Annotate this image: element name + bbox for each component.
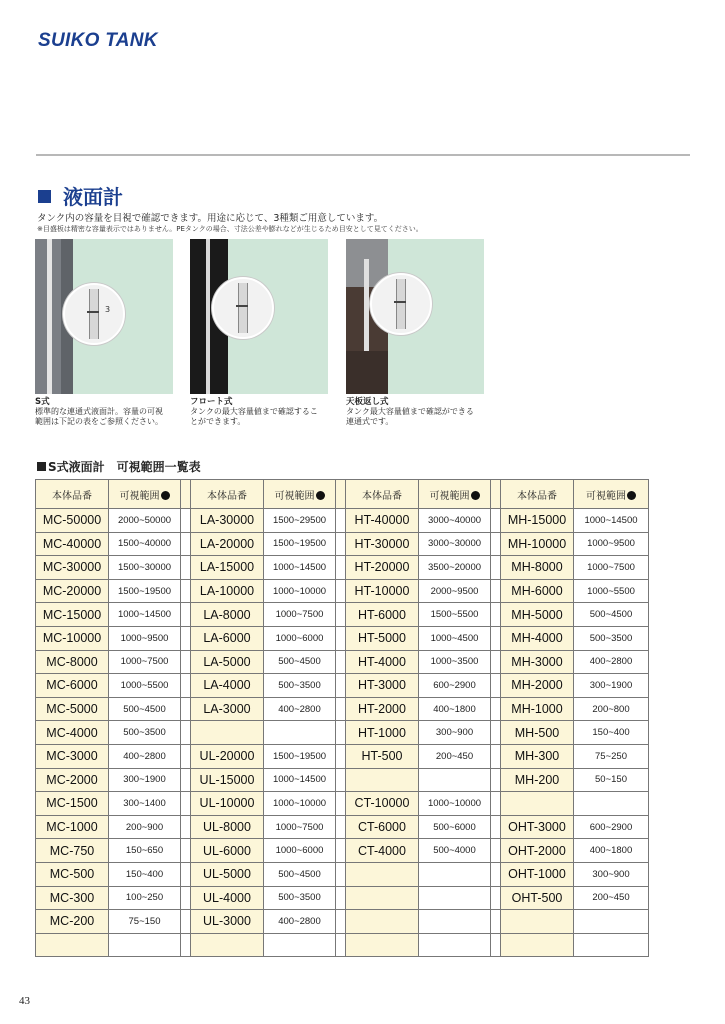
- header-range-label: 可視範囲: [274, 490, 315, 502]
- model-cell: [191, 721, 264, 745]
- filled-circle-icon: [471, 491, 480, 500]
- model-cell: UL-20000: [191, 744, 264, 768]
- column-gap: [181, 721, 191, 745]
- model-cell: LA-3000: [191, 697, 264, 721]
- model-cell: MC-4000: [36, 721, 109, 745]
- column-gap: [491, 933, 501, 957]
- range-cell: [419, 933, 491, 957]
- header-range: [264, 480, 336, 509]
- model-cell: MC-3000: [36, 744, 109, 768]
- column-gap: [491, 697, 501, 721]
- model-cell: CT-10000: [346, 792, 419, 816]
- range-cell: [264, 933, 336, 957]
- range-cell: 600~2900: [419, 674, 491, 698]
- range-cell: 1500~19500: [264, 532, 336, 556]
- range-cell: [419, 768, 491, 792]
- range-cell: 1000~7500: [264, 603, 336, 627]
- model-cell: MH-500: [501, 721, 574, 745]
- range-cell: 3500~20000: [419, 556, 491, 580]
- table-row: [36, 744, 649, 768]
- column-gap: [491, 839, 501, 863]
- range-cell: [574, 910, 649, 934]
- column-gap: [491, 626, 501, 650]
- range-cell: 1500~30000: [109, 556, 181, 580]
- model-cell: MC-15000: [36, 603, 109, 627]
- range-cell: [574, 933, 649, 957]
- model-cell: LA-4000: [191, 674, 264, 698]
- range-cell: 75~150: [109, 910, 181, 934]
- range-cell: 400~2800: [109, 744, 181, 768]
- header-model: 本体品番: [191, 480, 264, 509]
- model-cell: [501, 792, 574, 816]
- column-gap: [491, 509, 501, 533]
- model-cell: MH-300: [501, 744, 574, 768]
- range-cell: 1500~19500: [264, 744, 336, 768]
- column-gap: [491, 886, 501, 910]
- column-gap: [181, 509, 191, 533]
- model-cell: HT-2000: [346, 697, 419, 721]
- section-title-text: 液面計: [63, 185, 123, 209]
- range-cell: 1000~10000: [264, 579, 336, 603]
- range-cell: 500~3500: [264, 886, 336, 910]
- range-cell: 1000~5500: [109, 674, 181, 698]
- range-cell: 500~4000: [419, 839, 491, 863]
- range-cell: 150~400: [574, 721, 649, 745]
- model-cell: LA-5000: [191, 650, 264, 674]
- column-gap: [336, 556, 346, 580]
- range-cell: 1000~7500: [264, 815, 336, 839]
- column-gap: [336, 886, 346, 910]
- column-gap: [336, 674, 346, 698]
- column-gap: [336, 626, 346, 650]
- model-cell: MC-40000: [36, 532, 109, 556]
- model-cell: HT-10000: [346, 579, 419, 603]
- model-cell: UL-15000: [191, 768, 264, 792]
- table-header-row: [36, 480, 649, 509]
- model-cell: MC-500: [36, 862, 109, 886]
- range-cell: 1000~6000: [264, 626, 336, 650]
- table-row: [36, 839, 649, 863]
- model-cell: OHT-1000: [501, 862, 574, 886]
- table-row: [36, 509, 649, 533]
- range-cell: 1000~7500: [109, 650, 181, 674]
- model-cell: MH-1000: [501, 697, 574, 721]
- range-cell: 1000~9500: [109, 626, 181, 650]
- model-cell: UL-8000: [191, 815, 264, 839]
- range-cell: 300~900: [419, 721, 491, 745]
- range-cell: 1000~9500: [574, 532, 649, 556]
- column-gap: [336, 815, 346, 839]
- model-cell: MH-10000: [501, 532, 574, 556]
- range-cell: 1000~14500: [264, 768, 336, 792]
- caption-title: 天板返し式: [346, 397, 389, 407]
- column-gap: [491, 815, 501, 839]
- model-cell: MH-15000: [501, 509, 574, 533]
- table-row: [36, 792, 649, 816]
- model-cell: [501, 910, 574, 934]
- caption-text: 連通式です。: [346, 417, 394, 426]
- model-cell: LA-6000: [191, 626, 264, 650]
- column-gap: [181, 792, 191, 816]
- column-gap: [181, 532, 191, 556]
- range-cell: 500~4500: [264, 862, 336, 886]
- table-row: [36, 650, 649, 674]
- column-gap: [491, 556, 501, 580]
- range-cell: 1000~6000: [264, 839, 336, 863]
- column-gap: [181, 839, 191, 863]
- range-cell: 1000~14500: [574, 509, 649, 533]
- model-cell: HT-5000: [346, 626, 419, 650]
- column-gap: [336, 579, 346, 603]
- caption-title: フロート式: [190, 397, 233, 407]
- column-gap: [491, 532, 501, 556]
- range-cell: [419, 862, 491, 886]
- range-cell: 1000~10000: [264, 792, 336, 816]
- table-row: [36, 603, 649, 627]
- range-cell: 200~800: [574, 697, 649, 721]
- photo-float-type: [190, 239, 328, 394]
- table-row: [36, 556, 649, 580]
- range-cell: 1000~14500: [109, 603, 181, 627]
- column-gap: [181, 768, 191, 792]
- range-cell: 3000~40000: [419, 509, 491, 533]
- range-cell: 1000~7500: [574, 556, 649, 580]
- gauge-label: 3: [105, 305, 111, 314]
- range-cell: 300~900: [574, 862, 649, 886]
- range-cell: 1500~40000: [109, 532, 181, 556]
- table-row: [36, 910, 649, 934]
- model-cell: MC-1500: [36, 792, 109, 816]
- model-cell: MC-6000: [36, 674, 109, 698]
- column-gap: [336, 603, 346, 627]
- model-cell: UL-4000: [191, 886, 264, 910]
- range-cell: [109, 933, 181, 957]
- range-cell: 2000~50000: [109, 509, 181, 533]
- column-gap: [491, 744, 501, 768]
- table-row: [36, 697, 649, 721]
- model-cell: MC-2000: [36, 768, 109, 792]
- model-cell: MC-8000: [36, 650, 109, 674]
- model-cell: HT-4000: [346, 650, 419, 674]
- column-gap: [491, 579, 501, 603]
- model-cell: [346, 768, 419, 792]
- caption-float-type: [190, 397, 330, 427]
- model-cell: LA-10000: [191, 579, 264, 603]
- table-row: [36, 862, 649, 886]
- model-cell: HT-30000: [346, 532, 419, 556]
- caption-text: とができます。: [190, 417, 246, 426]
- range-cell: 400~2800: [264, 697, 336, 721]
- model-cell: CT-4000: [346, 839, 419, 863]
- model-cell: LA-20000: [191, 532, 264, 556]
- column-gap: [181, 626, 191, 650]
- column-gap: [336, 480, 346, 509]
- column-gap: [181, 556, 191, 580]
- column-gap: [181, 744, 191, 768]
- column-gap: [491, 650, 501, 674]
- model-cell: MH-2000: [501, 674, 574, 698]
- column-gap: [181, 674, 191, 698]
- model-cell: MC-5000: [36, 697, 109, 721]
- caption-text: タンク最大容量値まで確認ができる: [346, 407, 474, 416]
- table-row: [36, 721, 649, 745]
- model-cell: MH-200: [501, 768, 574, 792]
- model-cell: HT-3000: [346, 674, 419, 698]
- column-gap: [336, 839, 346, 863]
- model-cell: [346, 910, 419, 934]
- page-number: 43: [19, 995, 30, 1007]
- model-cell: [191, 933, 264, 957]
- range-cell: [419, 886, 491, 910]
- section-note: ※目盛板は精密な容量表示ではありません。PEタンクの場合、寸法公差や膨れなどが生じるため目安として見てください。: [37, 225, 423, 233]
- caption-title: S式: [35, 397, 50, 407]
- column-gap: [491, 674, 501, 698]
- model-cell: [346, 933, 419, 957]
- range-cell: 3000~30000: [419, 532, 491, 556]
- model-cell: LA-15000: [191, 556, 264, 580]
- range-cell: 500~6000: [419, 815, 491, 839]
- column-gap: [181, 650, 191, 674]
- table-row: [36, 933, 649, 957]
- column-gap: [181, 603, 191, 627]
- column-gap: [336, 792, 346, 816]
- column-gap: [181, 862, 191, 886]
- column-gap: [336, 509, 346, 533]
- header-range: [419, 480, 491, 509]
- column-gap: [336, 721, 346, 745]
- column-gap: [336, 862, 346, 886]
- model-cell: MC-300: [36, 886, 109, 910]
- model-cell: HT-500: [346, 744, 419, 768]
- range-cell: 500~3500: [264, 674, 336, 698]
- range-cell: 500~3500: [109, 721, 181, 745]
- filled-circle-icon: [161, 491, 170, 500]
- gauge-closeup: [212, 277, 274, 339]
- section-lead: タンク内の容量を目視で確認できます。用途に応じて、3種類ご用意しています。: [37, 213, 384, 224]
- range-cell: 400~1800: [574, 839, 649, 863]
- model-cell: UL-10000: [191, 792, 264, 816]
- brand-logo: SUIKO TANK: [38, 30, 158, 51]
- gauge-closeup: [63, 283, 125, 345]
- column-gap: [336, 910, 346, 934]
- model-cell: MC-10000: [36, 626, 109, 650]
- range-cell: 200~900: [109, 815, 181, 839]
- model-cell: MH-5000: [501, 603, 574, 627]
- header-model: 本体品番: [346, 480, 419, 509]
- column-gap: [491, 910, 501, 934]
- table-row: [36, 674, 649, 698]
- column-gap: [336, 933, 346, 957]
- model-cell: MH-4000: [501, 626, 574, 650]
- header-range-label: 可視範囲: [119, 490, 160, 502]
- caption-text: 標準的な連通式液面計。容量の可視: [35, 407, 163, 416]
- model-cell: CT-6000: [346, 815, 419, 839]
- range-cell: 300~1400: [109, 792, 181, 816]
- range-cell: 1000~10000: [419, 792, 491, 816]
- square-bullet-icon: [38, 190, 51, 203]
- column-gap: [336, 768, 346, 792]
- filled-circle-icon: [316, 491, 325, 500]
- column-gap: [181, 815, 191, 839]
- model-cell: MC-50000: [36, 509, 109, 533]
- header-range: [574, 480, 649, 509]
- range-cell: 500~4500: [109, 697, 181, 721]
- header-model: 本体品番: [36, 480, 109, 509]
- range-cell: [574, 792, 649, 816]
- range-cell: 1500~5500: [419, 603, 491, 627]
- model-cell: LA-8000: [191, 603, 264, 627]
- column-gap: [491, 862, 501, 886]
- column-gap: [181, 910, 191, 934]
- range-cell: [264, 721, 336, 745]
- gauge-closeup: [370, 273, 432, 335]
- filled-circle-icon: [627, 491, 636, 500]
- range-cell: 400~2800: [574, 650, 649, 674]
- header-range: [109, 480, 181, 509]
- model-cell: MC-1000: [36, 815, 109, 839]
- range-cell: 400~2800: [264, 910, 336, 934]
- range-cell: 50~150: [574, 768, 649, 792]
- range-cell: 75~250: [574, 744, 649, 768]
- range-cell: 500~4500: [264, 650, 336, 674]
- range-cell: 600~2900: [574, 815, 649, 839]
- column-gap: [336, 697, 346, 721]
- table-row: [36, 768, 649, 792]
- model-cell: OHT-500: [501, 886, 574, 910]
- column-gap: [491, 721, 501, 745]
- range-cell: 2000~9500: [419, 579, 491, 603]
- column-gap: [181, 886, 191, 910]
- model-cell: [346, 862, 419, 886]
- model-cell: MH-3000: [501, 650, 574, 674]
- caption-text: タンクの最大容量値まで確認するこ: [190, 407, 318, 416]
- header-range-label: 可視範囲: [429, 490, 470, 502]
- table-row: [36, 886, 649, 910]
- visible-range-table: [35, 479, 649, 957]
- range-cell: 200~450: [419, 744, 491, 768]
- model-cell: [501, 933, 574, 957]
- range-cell: 1000~14500: [264, 556, 336, 580]
- range-cell: 200~450: [574, 886, 649, 910]
- caption-s-type: [35, 397, 175, 427]
- table-title: [37, 458, 201, 475]
- model-cell: MH-6000: [501, 579, 574, 603]
- model-cell: LA-30000: [191, 509, 264, 533]
- model-cell: MC-750: [36, 839, 109, 863]
- table-row: [36, 815, 649, 839]
- range-cell: 1000~3500: [419, 650, 491, 674]
- range-cell: [419, 910, 491, 934]
- header-model: 本体品番: [501, 480, 574, 509]
- photo-s-type: [35, 239, 173, 394]
- range-cell: 400~1800: [419, 697, 491, 721]
- range-cell: 150~400: [109, 862, 181, 886]
- range-cell: 1000~5500: [574, 579, 649, 603]
- column-gap: [491, 603, 501, 627]
- model-cell: MC-200: [36, 910, 109, 934]
- column-gap: [181, 697, 191, 721]
- range-cell: 300~1900: [574, 674, 649, 698]
- model-cell: [36, 933, 109, 957]
- square-bullet-icon: [37, 462, 46, 471]
- model-cell: UL-5000: [191, 862, 264, 886]
- model-cell: HT-6000: [346, 603, 419, 627]
- model-cell: UL-3000: [191, 910, 264, 934]
- range-cell: 1000~4500: [419, 626, 491, 650]
- column-gap: [336, 744, 346, 768]
- column-gap: [491, 792, 501, 816]
- column-gap: [336, 532, 346, 556]
- section-title: [38, 181, 123, 210]
- table-title-text: S式液面計 可視範囲一覧表: [48, 460, 201, 474]
- model-cell: HT-1000: [346, 721, 419, 745]
- range-cell: 500~3500: [574, 626, 649, 650]
- model-cell: HT-40000: [346, 509, 419, 533]
- model-cell: OHT-3000: [501, 815, 574, 839]
- header-range-label: 可視範囲: [586, 490, 626, 502]
- model-cell: UL-6000: [191, 839, 264, 863]
- column-gap: [181, 480, 191, 509]
- photo-top-return-type: [346, 239, 484, 394]
- range-cell: 500~4500: [574, 603, 649, 627]
- header-divider: [36, 154, 690, 156]
- column-gap: [491, 768, 501, 792]
- table-row: [36, 579, 649, 603]
- column-gap: [181, 579, 191, 603]
- table-row: [36, 626, 649, 650]
- column-gap: [491, 480, 501, 509]
- range-cell: 150~650: [109, 839, 181, 863]
- range-cell: 100~250: [109, 886, 181, 910]
- model-cell: OHT-2000: [501, 839, 574, 863]
- caption-text: 範囲は下記の表をご参照ください。: [35, 417, 163, 426]
- model-cell: MH-8000: [501, 556, 574, 580]
- range-cell: 300~1900: [109, 768, 181, 792]
- caption-top-return-type: [346, 397, 486, 427]
- range-cell: 1500~19500: [109, 579, 181, 603]
- model-cell: HT-20000: [346, 556, 419, 580]
- model-cell: [346, 886, 419, 910]
- table-row: [36, 532, 649, 556]
- column-gap: [336, 650, 346, 674]
- column-gap: [181, 933, 191, 957]
- model-cell: MC-30000: [36, 556, 109, 580]
- range-cell: 1500~29500: [264, 509, 336, 533]
- model-cell: MC-20000: [36, 579, 109, 603]
